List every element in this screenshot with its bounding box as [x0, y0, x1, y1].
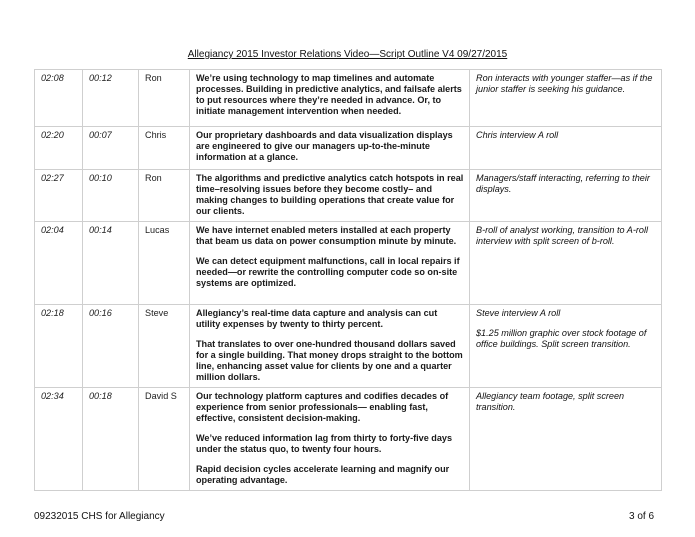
speaker: Steve	[139, 305, 190, 388]
production-notes	[470, 388, 662, 491]
dialogue-paragraph: Allegiancy’s real-time data capture and analysis can cut utility expenses by twenty to thirty percent.	[196, 308, 438, 329]
script-row	[35, 170, 662, 222]
script-table	[34, 69, 662, 491]
speaker: Ron	[139, 70, 190, 127]
start-time: 02:18	[35, 305, 83, 388]
duration: 00:14	[83, 222, 139, 305]
dialogue-paragraph: We’ve reduced information lag from thirty to forty-five days under the status quo, to twenty four hours.	[196, 433, 453, 454]
speaker: Lucas	[139, 222, 190, 305]
start-time: 02:08	[35, 70, 83, 127]
note-paragraph: Allegiancy team footage, split screen transition.	[476, 391, 625, 412]
production-notes	[470, 70, 662, 127]
dialogue	[190, 388, 470, 491]
duration: 00:16	[83, 305, 139, 388]
start-time: 02:27	[35, 170, 83, 222]
note-paragraph: $1.25 million graphic over stock footage of office buildings. Split screen transition.	[476, 328, 647, 349]
dialogue	[190, 222, 470, 305]
dialogue	[190, 305, 470, 388]
note-paragraph: Steve interview A roll	[476, 308, 561, 318]
note-paragraph: Chris interview A roll	[476, 130, 559, 140]
page-number: 3 of 6	[629, 511, 655, 522]
speaker: Chris	[139, 127, 190, 170]
note-paragraph: B-roll of analyst working, transition to A-roll interview with split screen of b-roll.	[476, 225, 649, 246]
duration: 00:07	[83, 127, 139, 170]
production-notes	[470, 127, 662, 170]
dialogue	[190, 70, 470, 127]
duration: 00:12	[83, 70, 139, 127]
start-time: 02:34	[35, 388, 83, 491]
speaker: David S	[139, 388, 190, 491]
dialogue-paragraph: Our technology platform captures and codifies decades of experience from senior professionals— enabling fast, effective, consistent decision-making.	[196, 391, 449, 423]
dialogue	[190, 170, 470, 222]
production-notes	[470, 305, 662, 388]
script-row	[35, 70, 662, 127]
dialogue	[190, 127, 470, 170]
dialogue-paragraph: We’re using technology to map timelines and automate processes. Building in predictive analytics, and failsafe alerts to put resources where they’re needed in advance. Or, to initiate management intervention when needed.	[196, 73, 462, 116]
dialogue-paragraph: Our proprietary dashboards and data visualization displays are engineered to give our managers up-to-the-minute information at a glance.	[196, 130, 453, 162]
dialogue-paragraph: We can detect equipment malfunctions, call in local repairs if needed—or rewrite the controlling computer code so on-site systems are optimized.	[196, 256, 460, 288]
note-paragraph: Ron interacts with younger staffer—as if the junior staffer is seeking his guidance.	[476, 73, 653, 94]
start-time: 02:20	[35, 127, 83, 170]
dialogue-paragraph: The algorithms and predictive analytics catch hotspots in real time–resolving issues before they become costly– and making changes to building operations that create value for our clients.	[196, 173, 464, 216]
production-notes	[470, 222, 662, 305]
dialogue-paragraph: We have internet enabled meters installed at each property that beam us data on power consumption minute by minute.	[196, 225, 457, 246]
production-notes	[470, 170, 662, 222]
start-time: 02:04	[35, 222, 83, 305]
dialogue-paragraph: That translates to over one-hundred thousand dollars saved for a single building. That money drops straight to the bottom line, enhancing asset value for clients by one and a quarter million dollars.	[196, 339, 463, 382]
note-paragraph: Managers/staff interacting, referring to their displays.	[476, 173, 650, 194]
script-row	[35, 127, 662, 170]
script-row	[35, 388, 662, 491]
duration: 00:18	[83, 388, 139, 491]
speaker: Ron	[139, 170, 190, 222]
duration: 00:10	[83, 170, 139, 222]
document-title: Allegiancy 2015 Investor Relations Video—Script Outline V4 09/27/2015	[187, 49, 508, 60]
script-row	[35, 305, 662, 388]
dialogue-paragraph: Rapid decision cycles accelerate learning and magnify our operating advantage.	[196, 464, 450, 485]
script-row	[35, 222, 662, 305]
footer-document-id: 09232015 CHS for Allegiancy	[34, 511, 165, 522]
